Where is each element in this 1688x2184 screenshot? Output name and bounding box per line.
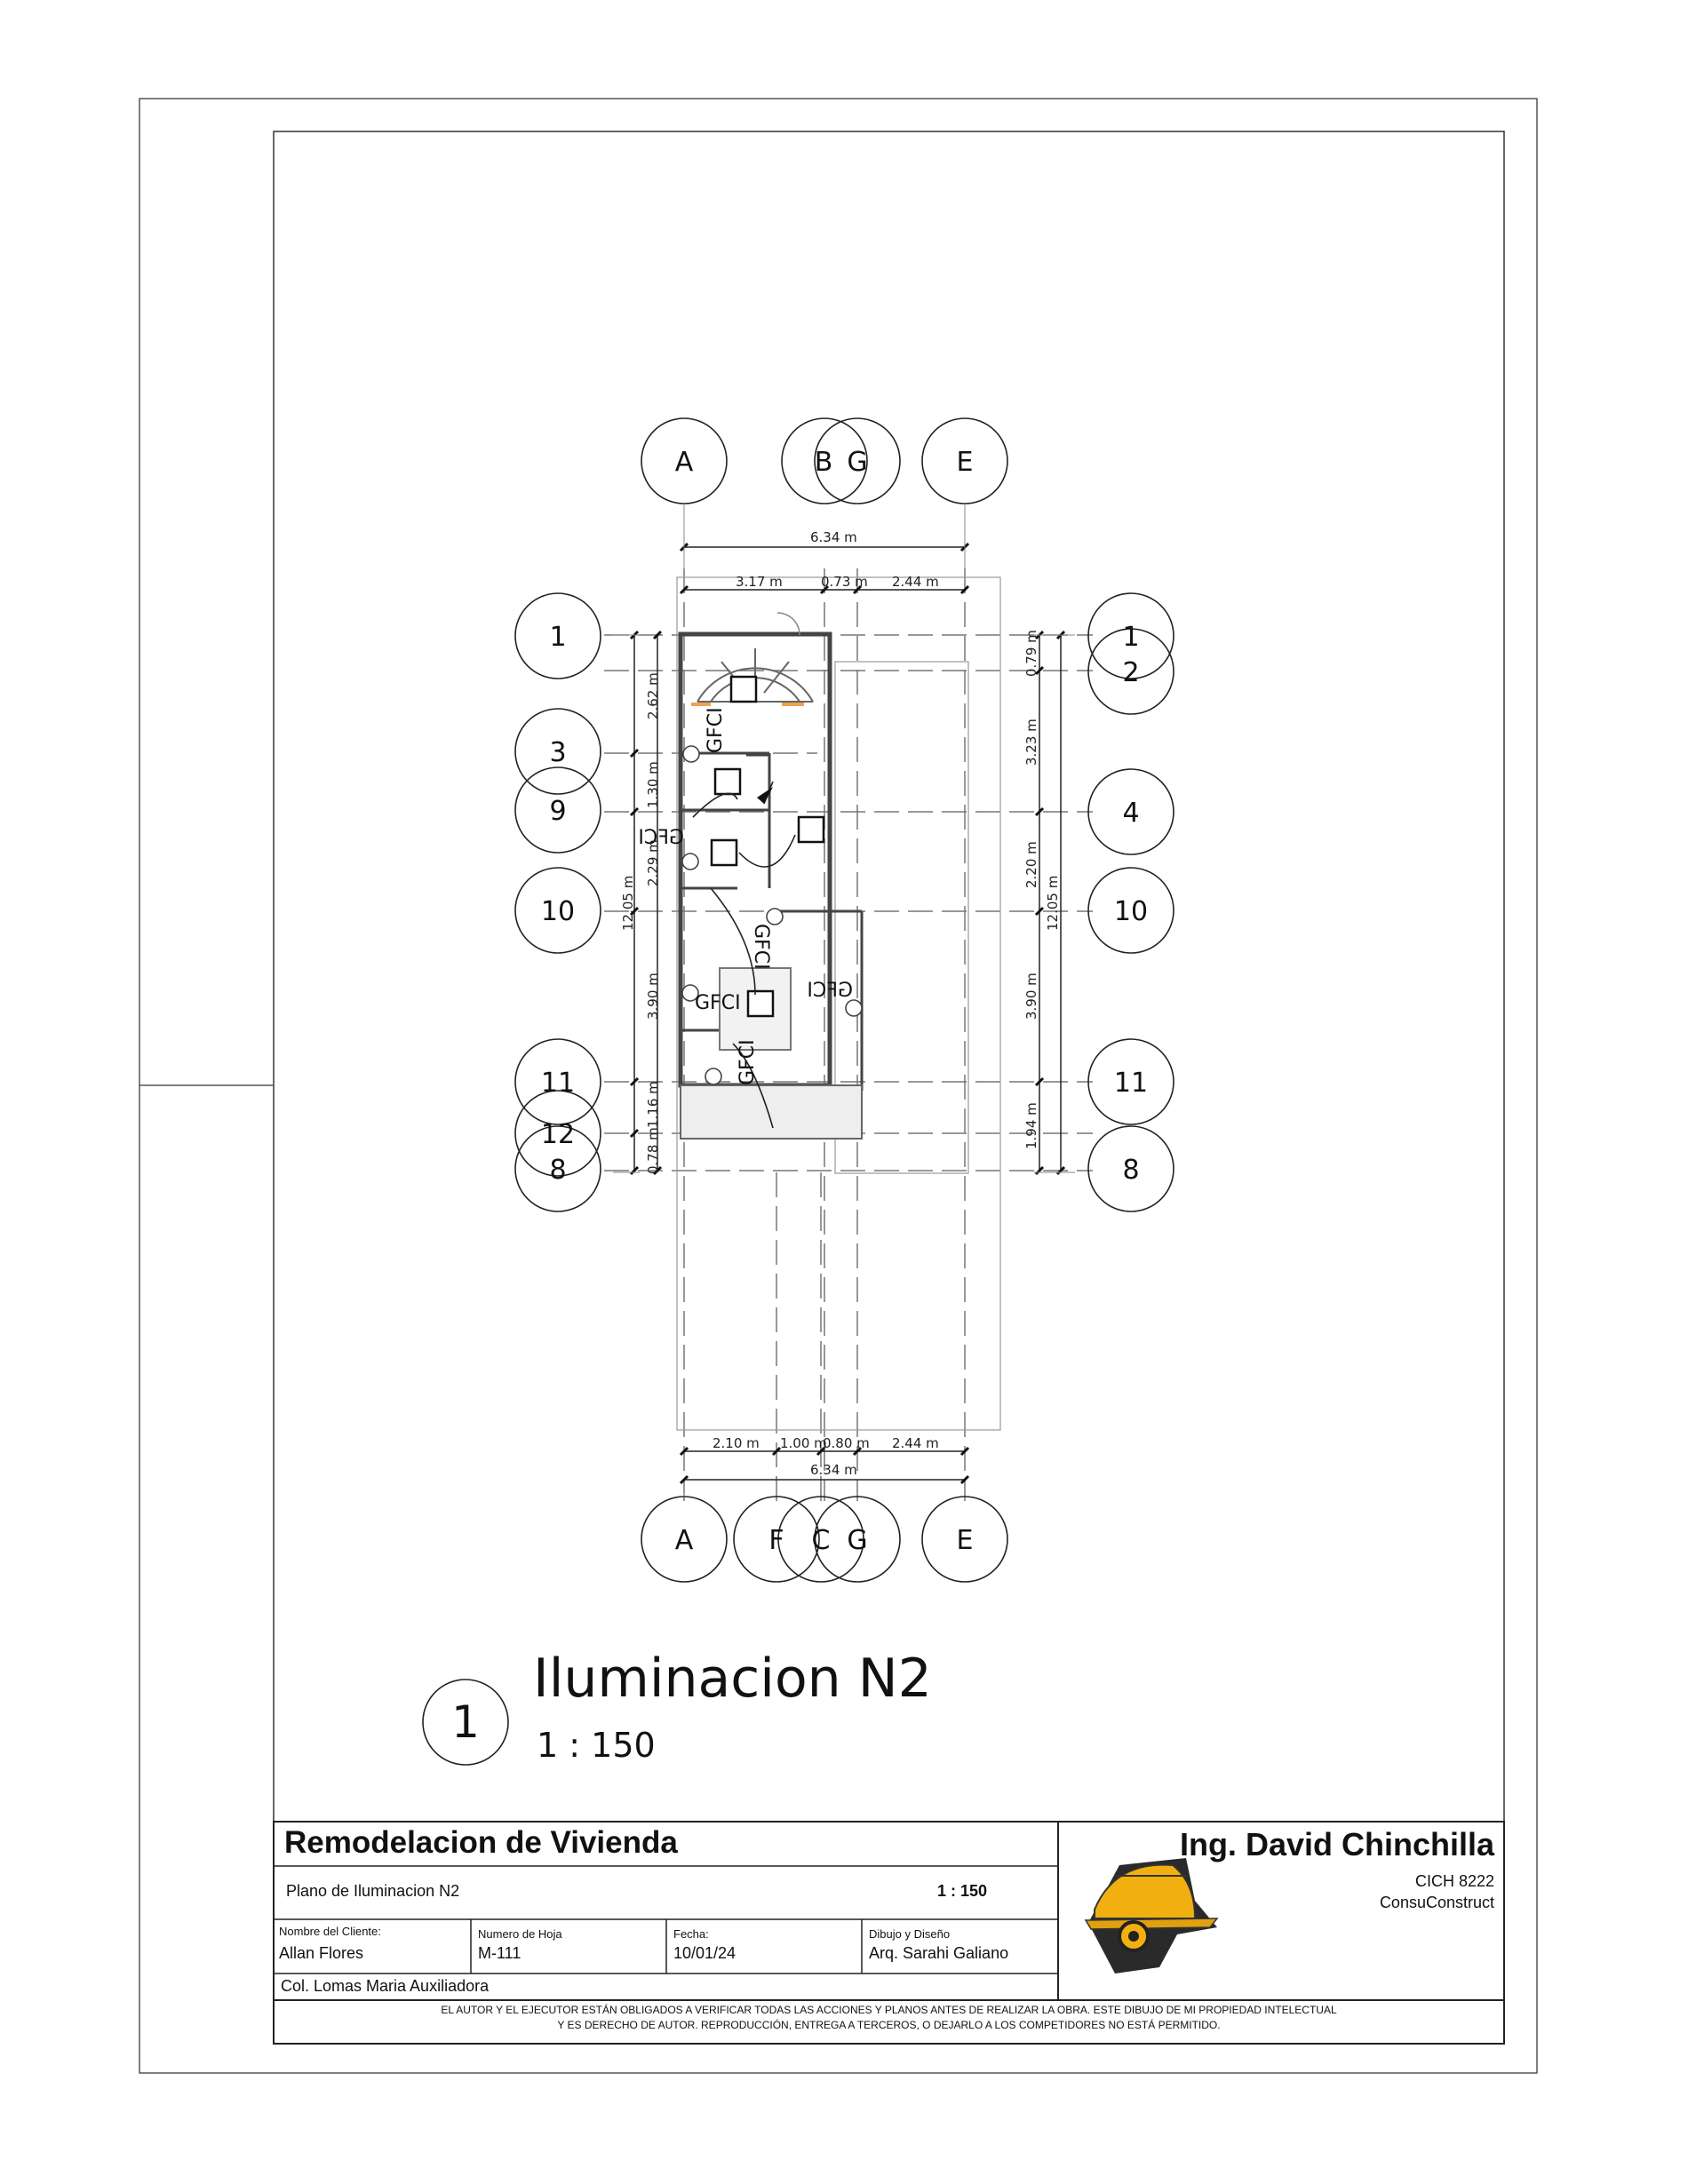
- dim-bottom-a: 2.10 m: [713, 1435, 760, 1451]
- grid-label-left: 1: [549, 622, 567, 653]
- grid-label-right: 1: [1122, 622, 1140, 653]
- grid-label-right: 11: [1113, 1068, 1149, 1099]
- sheet-scale: 1 : 150: [937, 1882, 988, 1900]
- grid-label-top: A: [674, 447, 694, 478]
- dim-bottom-total: 6.34 m: [810, 1462, 857, 1478]
- gfci-tag: GFCI: [750, 924, 772, 970]
- gfci-tag: GFCI: [807, 980, 853, 1002]
- dim-left-total: 12.05 m: [620, 875, 636, 931]
- disclaimer-line-1: EL AUTOR Y EL EJECUTOR ESTÁN OBLIGADOS A VERIFICAR TODAS LAS ACCIONES Y PLANOS ANTES DE REALIZAR LA OBRA. ESTE DIBUJO DE MI PROPIEDAD INTELECTUAL: [441, 2004, 1337, 2016]
- sheet-name: Plano de Iluminacion N2: [286, 1882, 460, 1900]
- grid-label-left: 3: [549, 737, 567, 768]
- project-title: Remodelacion de Vivienda: [284, 1825, 678, 1860]
- floor-plan: [515, 418, 1174, 1582]
- date-label: Fecha:: [673, 1927, 709, 1941]
- dim-right-total: 12.05 m: [1045, 875, 1061, 931]
- light-fixture: [712, 840, 737, 865]
- dim-left-c: 2.29 m: [645, 839, 661, 886]
- dim-left-d: 3.90 m: [645, 973, 661, 1020]
- view-title: Iluminacion N2: [533, 1648, 932, 1710]
- date-value: 10/01/24: [673, 1944, 737, 1962]
- disclaimer-line-2: Y ES DERECHO DE AUTOR. REPRODUCCIÓN, ENTREGA A TERCEROS, O DEJARLO A LOS COMPETIDORES NO ESTÁ PERMITIDO.: [557, 2019, 1221, 2031]
- sheet-number-value: M-111: [478, 1944, 522, 1962]
- dim-right-d: 3.90 m: [1023, 973, 1039, 1020]
- grid-label-left: 12: [540, 1119, 576, 1150]
- client-label: Nombre del Cliente:: [279, 1925, 381, 1938]
- designer-value: Arq. Sarahi Galiano: [869, 1944, 1009, 1962]
- light-fixture: [799, 817, 824, 842]
- grid-label-left: 9: [549, 796, 567, 827]
- dim-bottom-d: 2.44 m: [892, 1435, 939, 1451]
- gfci-tag: GFCI: [695, 992, 741, 1014]
- dim-right-e: 1.94 m: [1023, 1102, 1039, 1149]
- gfci-tag: GFCI: [638, 827, 684, 849]
- grid-label-bottom: G: [847, 1525, 868, 1556]
- dim-top-total: 6.34 m: [810, 529, 857, 545]
- grid-label-right: 4: [1122, 798, 1140, 829]
- dim-bottom-b: 1.00 m: [780, 1435, 827, 1451]
- grid-label-bottom: F: [768, 1525, 784, 1556]
- grid-label-left: 10: [540, 896, 576, 927]
- engineer-name: Ing. David Chinchilla: [1179, 1826, 1494, 1862]
- designer-label: Dibujo y Diseño: [869, 1927, 951, 1941]
- address: Col. Lomas Maria Auxiliadora: [281, 1977, 490, 1995]
- gfci-tag: GFCI: [705, 707, 727, 753]
- dim-left-f: 0.78 m: [645, 1127, 661, 1174]
- gfci-tag: GFCI: [737, 1039, 759, 1085]
- grid-label-bottom: E: [956, 1525, 974, 1556]
- dim-right-c: 2.20 m: [1023, 841, 1039, 888]
- dim-top-b: 0.73 m: [821, 574, 868, 590]
- grid-label-top: B: [814, 447, 833, 478]
- dim-bottom-c: 0.80 m: [823, 1435, 870, 1451]
- grid-label-right: 10: [1113, 896, 1149, 927]
- dim-top-a: 3.17 m: [736, 574, 783, 590]
- grid-label-left: 8: [549, 1155, 567, 1186]
- inner-border: [274, 131, 1504, 2044]
- grid-label-right: 8: [1122, 1155, 1140, 1186]
- grid-label-bottom: A: [674, 1525, 694, 1556]
- client-value: Allan Flores: [279, 1944, 364, 1962]
- view-number: 1: [451, 1696, 480, 1748]
- dim-left-e: 1.16 m: [645, 1081, 661, 1128]
- light-fixture: [748, 991, 773, 1016]
- grid-label-top: G: [847, 447, 868, 478]
- light-fixture: [715, 769, 740, 794]
- sheet-number-label: Numero de Hoja: [478, 1927, 562, 1941]
- dim-left-b: 1.30 m: [645, 761, 661, 808]
- grid-label-bottom: C: [811, 1525, 831, 1556]
- dim-right-b: 3.23 m: [1023, 719, 1039, 766]
- dim-left-a: 2.62 m: [645, 672, 661, 719]
- grid-label-top: E: [956, 447, 974, 478]
- grid-label-left: 11: [540, 1068, 576, 1099]
- light-fixture: [731, 677, 756, 702]
- grid-label-right: 2: [1122, 657, 1140, 688]
- dim-top-c: 2.44 m: [892, 574, 939, 590]
- dim-right-a: 0.79 m: [1023, 630, 1039, 677]
- company-name: ConsuConstruct: [1379, 1894, 1494, 1911]
- company-logo: [1086, 1858, 1217, 1974]
- engineer-license: CICH 8222: [1414, 1872, 1494, 1890]
- view-scale: 1 : 150: [537, 1726, 656, 1765]
